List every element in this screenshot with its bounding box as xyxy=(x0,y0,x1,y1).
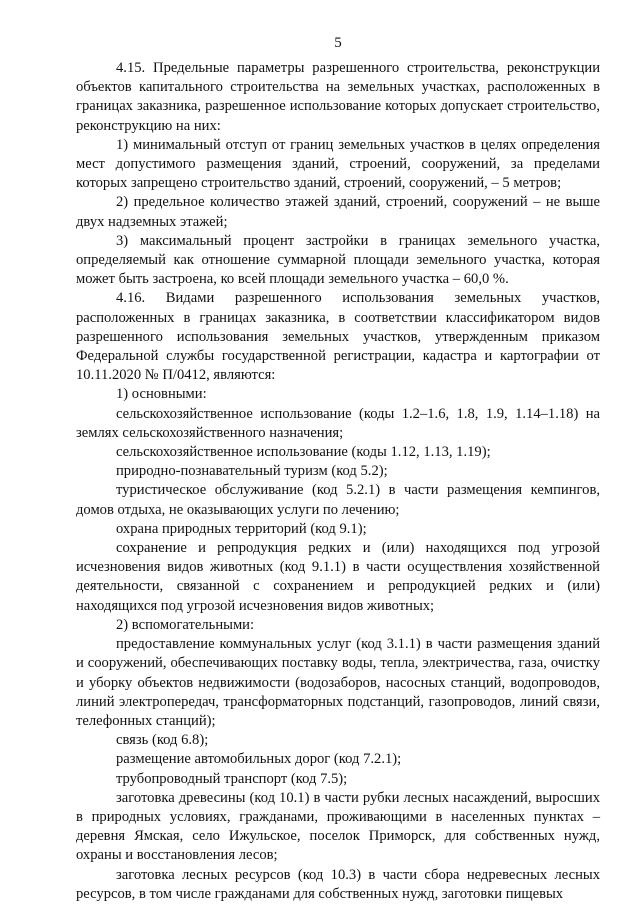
paragraph: 3) максимальный процент застройки в границах земельного участка, определяемый как отношение суммарной площади земельного участка, которая может быть застроена, ко всей площади земельного участка – 60,0 %. xyxy=(76,232,600,288)
paragraph: 4.16. Видами разрешенного использования земельных участков, расположенных в границах заказника, в соответствии классификатором видов разрешенного использования земельных участков, утвержденным приказом Федеральной службы государственной регистрации, кадастра и картографии от 10.11.2020 № П/0412, являются: xyxy=(76,290,600,384)
page-number: 5 xyxy=(334,35,342,51)
paragraph: 1) основными: xyxy=(116,386,207,403)
paragraph: заготовка древесины (код 10.1) в части рубки лесных насаждений, выросших в природных условиях, гражданами, проживающими в населенных пунктах – деревня Ямская, село Ижульское, поселок Приморск, для собственных нужд, охраны и восстановления лесов; xyxy=(76,789,600,864)
paragraph: размещение автомобильных дорог (код 7.2.1); xyxy=(116,751,402,768)
paragraph: связь (код 6.8); xyxy=(116,732,209,749)
paragraph: 2) вспомогательными: xyxy=(116,616,255,633)
paragraph: сельскохозяйственное использование (коды 1.12, 1.13, 1.19); xyxy=(116,444,491,461)
paragraph: предоставление коммунальных услуг (код 3.1.1) в части размещения зданий и сооружений, обеспечивающих поставку воды, тепла, электричества, газа, очистку и уборку объектов недвижимости (водозаборов, насосных станций, водопроводов, линий электропередач, трансформаторных подстанций, газопроводов, линий связи, телефонных станций); xyxy=(76,636,600,729)
paragraph: 2) предельное количество этажей зданий, строений, сооружений – не выше двух надземных этажей; xyxy=(76,194,600,230)
paragraph: туристическое обслуживание (код 5.2.1) в части размещения кемпингов, домов отдыха, не оказывающих услуги по лечению; xyxy=(76,482,600,518)
paragraph: сохранение и репродукция редких и (или) находящихся под угрозой исчезновения видов животных (код 9.1.1) в части осуществления хозяйственной деятельности, связанной с сохранением и репродукцией редких и (или) находящихся под угрозой исчезновения видов животных; xyxy=(76,540,600,614)
paragraph: охрана природных территорий (код 9.1); xyxy=(116,520,367,537)
paragraph: трубопроводный транспорт (код 7.5); xyxy=(116,770,348,787)
paragraph: сельскохозяйственное использование (коды 1.2–1.6, 1.8, 1.9, 1.14–1.18) на землях сельскохозяйственного назначения; xyxy=(76,405,600,441)
paragraph: 4.15. Предельные параметры разрешенного строительства, реконструкции объектов капитального строительства на земельных участках, расположенных в границах заказника, разрешенное использование которых допускает строительство, реконструкцию на них: xyxy=(76,60,600,134)
document-body xyxy=(76,59,600,904)
paragraph: природно-познавательный туризм (код 5.2); xyxy=(116,463,388,480)
paragraph: заготовка лесных ресурсов (код 10.3) в части сбора недревесных лесных ресурсов, в том числе гражданами для собственных нужд, заготовки пищевых xyxy=(76,866,600,902)
paragraph: 1) минимальный отступ от границ земельных участков в целях определения мест допустимого размещения зданий, строений, сооружений, за пределами которых запрещено строительство зданий, строений, сооружений, – 5 метров; xyxy=(76,136,600,192)
